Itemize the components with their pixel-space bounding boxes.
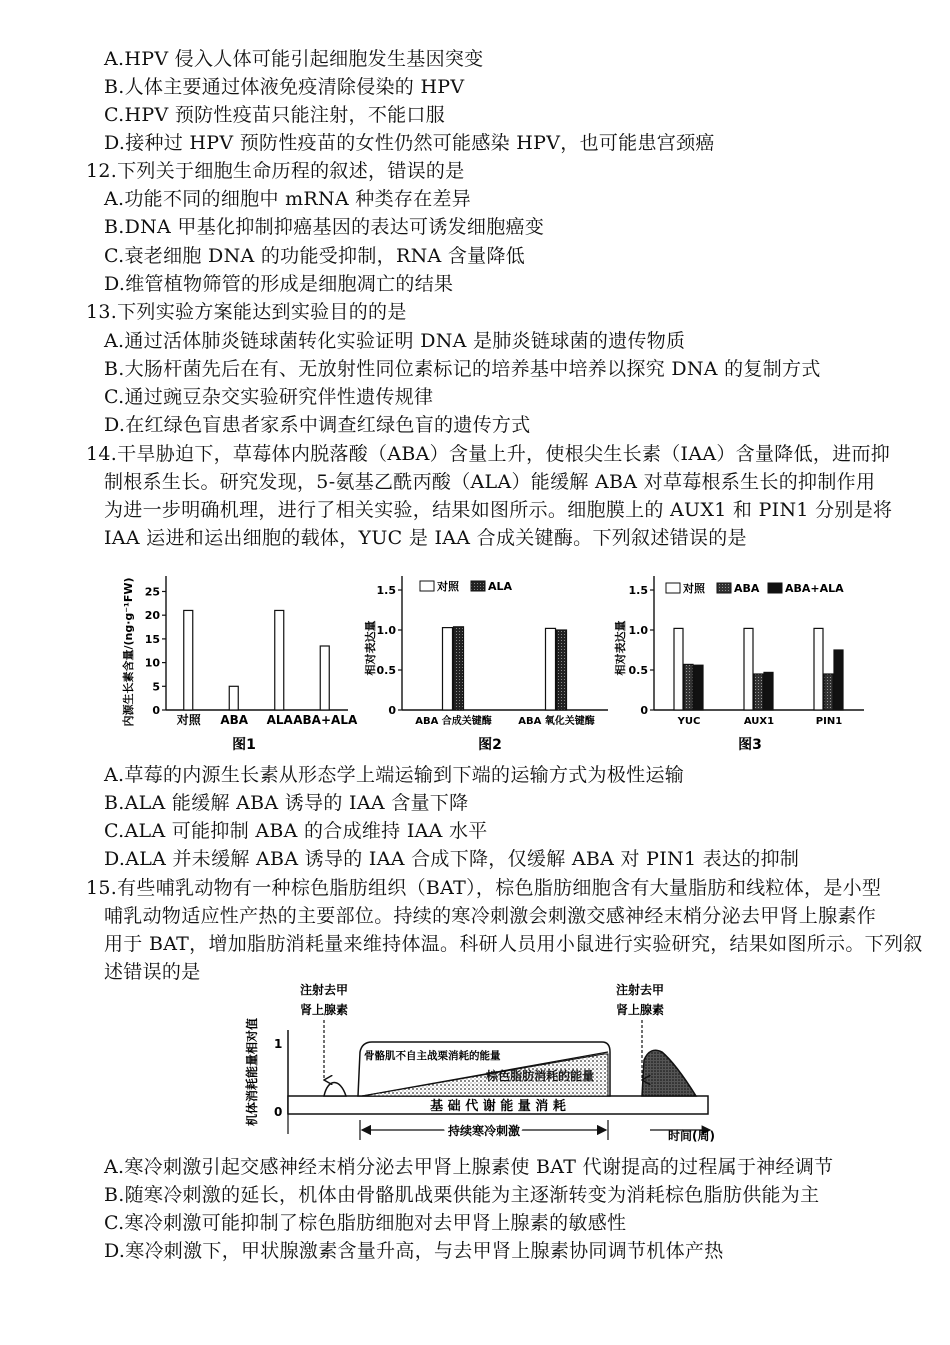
energy-basal-label: 基 础 代 谢 能 量 消 耗: [430, 1099, 566, 1114]
q11-option-a: A.HPV 侵入人体可能引起细胞发生基因突变: [104, 48, 484, 70]
f2-category-label: ABA 合成关键酶: [415, 716, 492, 727]
q15-option-c: C.寒冷刺激可能抑制了棕色脂肪细胞对去甲肾上腺素的敏感性: [104, 1212, 627, 1234]
figure-3-plot: [629, 576, 865, 727]
f3-bar: [834, 650, 843, 710]
f3-legend-swatch: [717, 583, 731, 593]
q14-stem-line3: 为进一步明确机理，进行了相关实验，结果如图所示。细胞膜上的 AUX1 和 PIN1 分别是将: [104, 499, 893, 521]
inject-right-label-2: 肾上腺素: [616, 1003, 665, 1017]
q11-option-b: B.人体主要通过体液免疫清除侵染的 HPV: [104, 76, 465, 98]
q14-option-a: A.草莓的内源生长素从形态学上端运输到下端的运输方式为极性运输: [104, 764, 685, 786]
q15-stem-line2: 哺乳动物适应性产热的主要部位。持续的寒冷刺激会刺激交感神经末梢分泌去甲肾上腺素作: [104, 905, 877, 927]
f1-category-label: ALA: [266, 713, 293, 727]
q12-option-a: A.功能不同的细胞中 mRNA 种类存在差异: [104, 188, 472, 210]
f2-legend-label: ALA: [488, 580, 513, 593]
q13-option-d: D.在红绿色盲患者家系中调查红绿色盲的遗传方式: [104, 414, 531, 436]
f3-legend-swatch: [666, 583, 680, 593]
f1-bar: [320, 646, 329, 710]
f2-bar: [546, 628, 556, 710]
f1-bar: [229, 686, 238, 710]
energy-small-hump: [324, 1083, 346, 1097]
energy-right-peak: [642, 1050, 696, 1096]
energy-muscle-label: 骨骼肌不自主战栗消耗的能量: [364, 1050, 501, 1062]
f3-bar: [764, 672, 773, 710]
q13-stem: 13.下列实验方案能达到实验目的的是: [86, 301, 407, 323]
figure-energy-chart: [240, 980, 760, 1150]
f3-ytick-label: 1.0: [628, 624, 648, 637]
cold-stimulus-label: 持续寒冷刺激: [447, 1124, 521, 1138]
f1-ytick-label: 10: [144, 656, 160, 670]
f2-bar: [443, 628, 453, 710]
inject-right-label-1: 注射去甲: [616, 983, 665, 997]
f3-category-label: YUC: [677, 716, 701, 727]
f3-legend-swatch: [768, 583, 782, 593]
q11-option-c: C.HPV 预防性疫苗只能注射，不能口服: [104, 104, 446, 126]
figure-2-ylabel: 相对表达量: [364, 620, 377, 676]
f3-category-label: PIN1: [815, 716, 843, 727]
f2-legend-swatch: [471, 581, 485, 591]
f3-ytick-label: 1.5: [628, 584, 648, 597]
q12-stem: 12.下列关于细胞生命历程的叙述，错误的是: [86, 160, 465, 182]
f2-legend-label: 对照: [437, 580, 459, 593]
energy-ylabel: 机体消耗能量相对值: [245, 1017, 259, 1127]
q12-option-b: B.DNA 甲基化抑制抑癌基因的表达可诱发细胞癌变: [104, 216, 545, 238]
f1-ytick-label: 25: [144, 585, 160, 599]
q12-option-c: C.衰老细胞 DNA 的功能受抑制，RNA 含量降低: [104, 245, 526, 267]
f2-legend-swatch: [420, 581, 434, 591]
q15-stem-line1: 15.有些哺乳动物有一种棕色脂肪组织（BAT），棕色脂肪细胞含有大量脂肪和线粒体，是小型: [86, 877, 882, 899]
energy-ytick-1: 1: [274, 1037, 283, 1051]
f1-ytick-label: 15: [144, 632, 160, 646]
q14-stem-line4: IAA 运进和运出细胞的载体，YUC 是 IAA 合成关键酶。下列叙述错误的是: [104, 527, 747, 549]
f3-bar: [824, 674, 833, 710]
figure-2-title: 图2: [478, 737, 502, 753]
f1-bar: [184, 610, 193, 710]
f3-legend-label: ABA+ALA: [785, 582, 844, 595]
energy-xlabel: 时间(周): [668, 1129, 715, 1143]
q14-stem-line2: 制根系生长。研究发现，5-氨基乙酰丙酸（ALA）能缓解 ABA 对草莓根系生长的抑制作用: [104, 471, 876, 493]
f1-bar: [275, 610, 284, 710]
q14-option-c: C.ALA 可能抑制 ABA 的合成维持 IAA 水平: [104, 820, 488, 842]
q12-option-d: D.维管植物筛管的形成是细胞凋亡的结果: [104, 273, 454, 295]
figure-3-ylabel: 相对表达量: [614, 620, 627, 676]
f3-bar: [754, 674, 763, 710]
figure-1-title: 图1: [232, 737, 256, 753]
q14-option-b: B.ALA 能缓解 ABA 诱导的 IAA 含量下降: [104, 792, 469, 814]
f1-category-label: ABA: [220, 713, 249, 727]
figure-3-chart: [610, 568, 870, 758]
f3-bar: [814, 628, 823, 710]
q13-option-c: C.通过豌豆杂交实验研究伴性遗传规律: [104, 386, 434, 408]
f3-bar: [674, 628, 683, 710]
f2-category-label: ABA 氧化关键酶: [518, 716, 595, 727]
f3-bar: [694, 665, 703, 710]
figure-2-plot: [377, 576, 609, 727]
figure-1-ylabel: 内源生长素含量/(ng·g⁻¹FW): [122, 577, 135, 727]
q15-option-a: A.寒冷刺激引起交感神经末梢分泌去甲肾上腺素使 BAT 代谢提高的过程属于神经调节: [104, 1156, 834, 1178]
figure-3-title: 图3: [738, 737, 762, 753]
q15-option-b: B.随寒冷刺激的延长，机体由骨骼肌战栗供能为主逐渐转变为消耗棕色脂肪供能为主: [104, 1184, 820, 1206]
q14-stem-line1: 14.干旱胁迫下，草莓体内脱落酸（ABA）含量上升，使根尖生长素（IAA）含量降低，进而抑: [86, 443, 891, 465]
q11-option-d: D.接种过 HPV 预防性疫苗的女性仍然可能感染 HPV，也可能患宫颈癌: [104, 132, 715, 154]
f1-category-label: 对照: [176, 713, 201, 727]
q15-stem-line3: 用于 BAT，增加脂肪消耗量来维持体温。科研人员用小鼠进行实验研究，结果如图所示。下列叙: [104, 933, 923, 955]
f1-ytick-label: 0: [152, 704, 160, 717]
f2-ytick-label: 1.0: [376, 624, 396, 637]
q13-option-b: B.大肠杆菌先后在有、无放射性同位素标记的培养基中培养以探究 DNA 的复制方式: [104, 358, 821, 380]
f2-bar: [557, 630, 567, 710]
f2-ytick-label: 0: [388, 704, 396, 717]
f2-bar: [454, 627, 464, 710]
energy-brown-fat-label: 棕色脂肪消耗的能量: [486, 1069, 595, 1083]
q15-stem-line4: 述错误的是: [104, 961, 201, 983]
q13-option-a: A.通过活体肺炎链球菌转化实验证明 DNA 是肺炎链球菌的遗传物质: [104, 330, 686, 352]
figure-2-chart: [360, 568, 610, 758]
f3-bar: [744, 628, 753, 710]
inject-left-label-2: 肾上腺素: [300, 1003, 349, 1017]
f3-ytick-label: 0: [640, 704, 648, 717]
f3-legend-label: ABA: [734, 582, 760, 595]
f1-ytick-label: 5: [152, 680, 160, 694]
energy-ytick-0: 0: [274, 1105, 283, 1119]
f3-bar: [684, 664, 693, 710]
inject-left-label-1: 注射去甲: [300, 983, 349, 997]
f1-category-label: ABA+ALA: [293, 713, 358, 727]
f2-ytick-label: 1.5: [376, 584, 396, 597]
figure-1-plot: [145, 576, 358, 727]
f3-legend-label: 对照: [683, 582, 705, 595]
q14-option-d: D.ALA 并未缓解 ABA 诱导的 IAA 合成下降，仅缓解 ABA 对 PIN1 表达的抑制: [104, 848, 800, 870]
f1-ytick-label: 20: [144, 609, 160, 623]
q15-option-d: D.寒冷刺激下，甲状腺激素含量升高，与去甲肾上腺素协同调节机体产热: [104, 1240, 724, 1262]
f3-ytick-label: 0.5: [628, 664, 648, 677]
f2-ytick-label: 0.5: [376, 664, 396, 677]
f3-category-label: AUX1: [743, 716, 775, 727]
figure-1-chart: [108, 568, 358, 758]
